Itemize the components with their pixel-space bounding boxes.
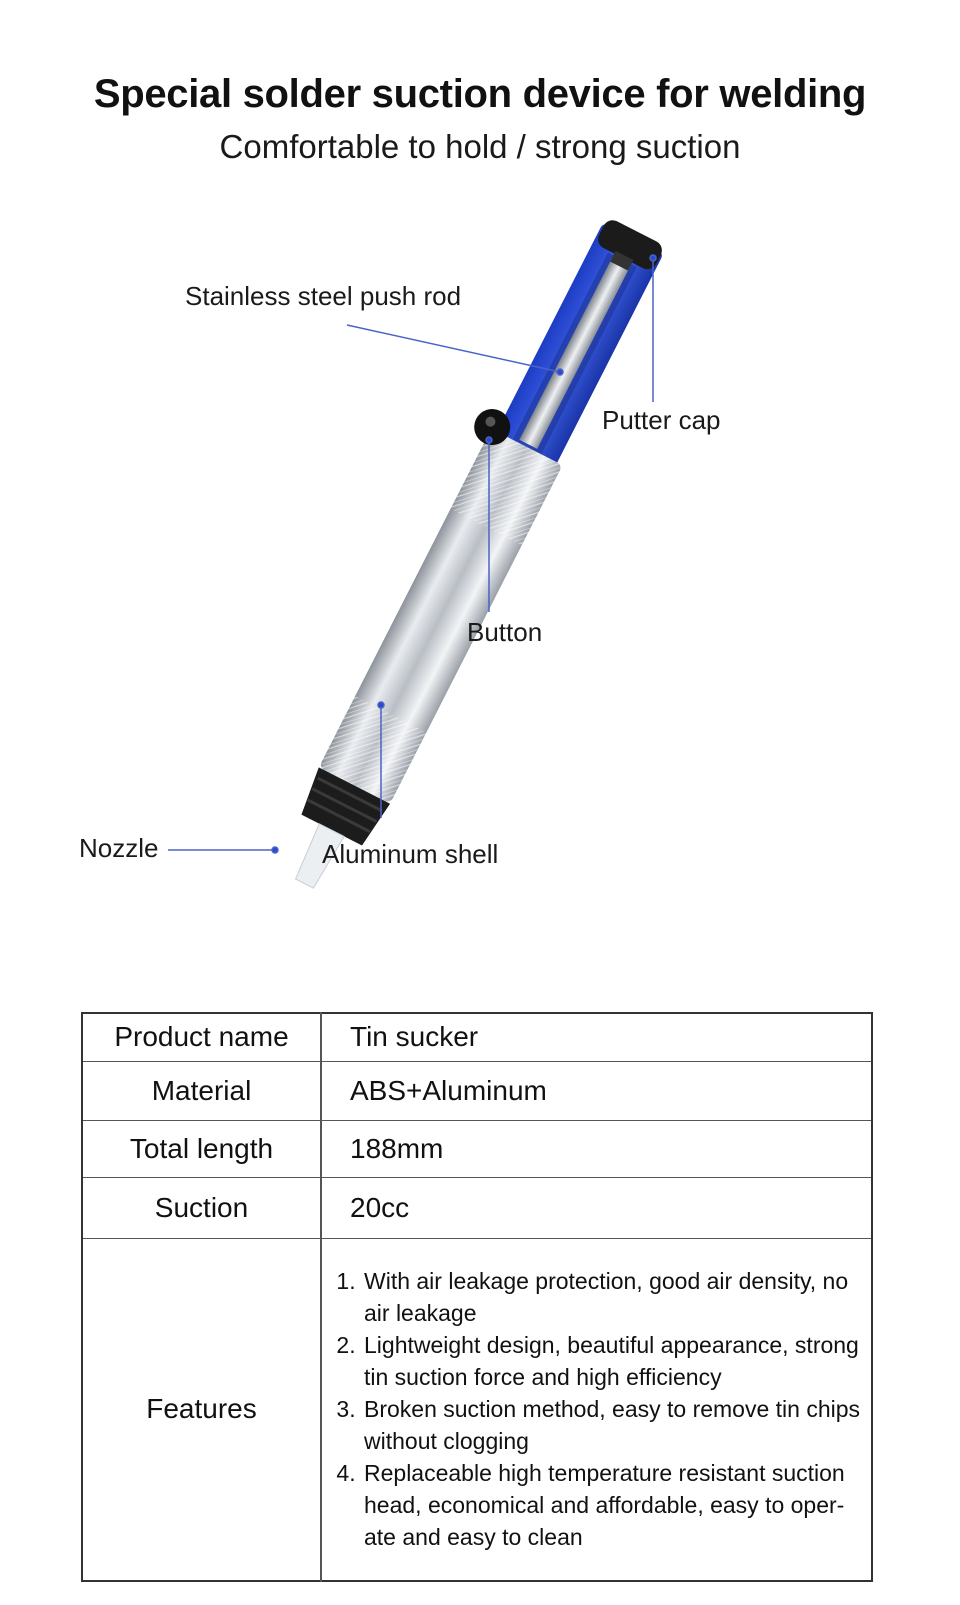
spec-label: Features xyxy=(82,1238,321,1581)
spec-label: Total length xyxy=(82,1120,321,1177)
list-item: 1. With air leakage protection, good air density, no air leakage xyxy=(362,1265,871,1329)
spec-label: Suction xyxy=(82,1177,321,1238)
list-item: 4. Replaceable high temperature resistant suction head, economical and affordable, easy to oper-ate and easy to clean xyxy=(362,1457,871,1553)
table-row xyxy=(82,1238,872,1581)
spec-table xyxy=(81,1012,873,1582)
list-item: 3. Broken suction method, easy to remove tin chips without clogging xyxy=(362,1393,871,1457)
table-row xyxy=(82,1177,872,1238)
callout-nozzle: Nozzle xyxy=(79,833,159,863)
spec-value: ABS+Aluminum xyxy=(321,1061,872,1120)
page-title: Special solder suction device for welding xyxy=(93,72,867,116)
solder-sucker-illustration xyxy=(0,190,960,910)
spec-value: 20cc xyxy=(321,1177,872,1238)
leader-push-rod xyxy=(347,325,560,372)
page-subtitle: Comfortable to hold / strong suction xyxy=(219,128,741,165)
spec-label: Product name xyxy=(82,1013,321,1061)
callout-aluminum-shell: Aluminum shell xyxy=(322,839,499,869)
list-item: 2. Lightweight design, beautiful appearance, strong tin suction force and high efficiency xyxy=(362,1329,871,1393)
spec-value: 188mm xyxy=(321,1120,872,1177)
callout-button: Button xyxy=(467,617,543,647)
spec-value: Tin sucker xyxy=(321,1013,872,1061)
callout-push-rod: Stainless steel push rod xyxy=(185,281,462,311)
callout-putter-cap: Putter cap xyxy=(602,405,721,435)
table-row xyxy=(82,1013,872,1061)
spec-label: Material xyxy=(82,1061,321,1120)
spec-value xyxy=(321,1238,872,1581)
table-row xyxy=(82,1061,872,1120)
table-row xyxy=(82,1120,872,1177)
features-list xyxy=(322,1265,871,1553)
